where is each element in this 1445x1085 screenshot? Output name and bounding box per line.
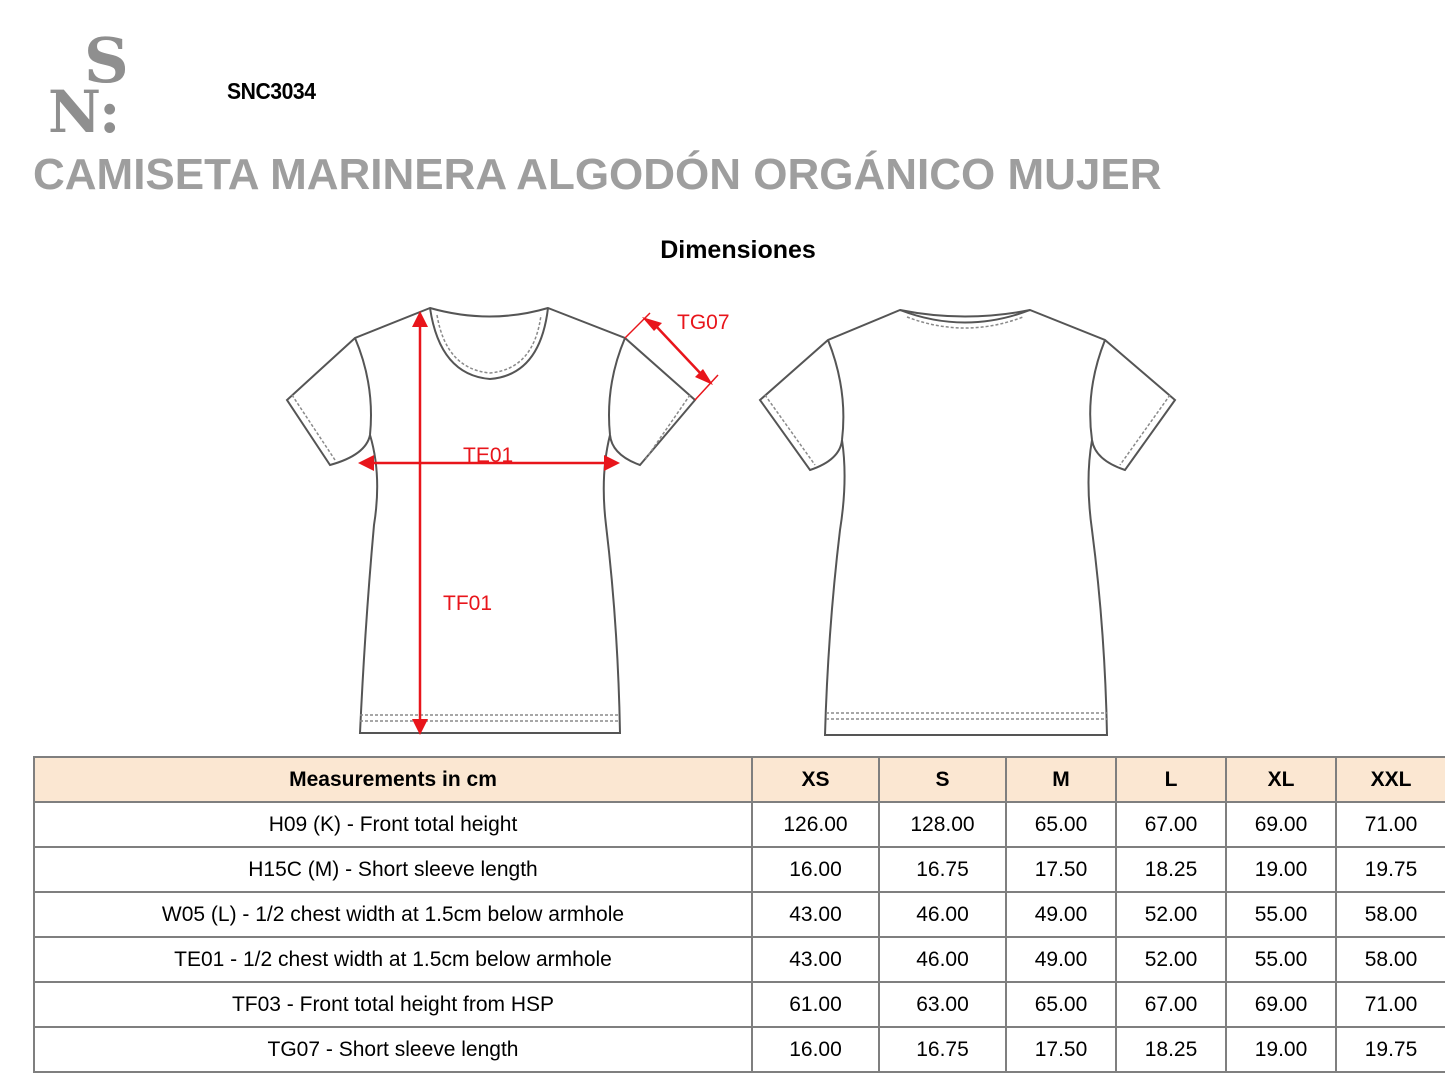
cell-value: 19.75	[1336, 847, 1445, 892]
row-label: TG07 - Short sleeve length	[34, 1027, 752, 1072]
cell-value: 67.00	[1116, 802, 1226, 847]
cell-value: 18.25	[1116, 847, 1226, 892]
row-label: H15C (M) - Short sleeve length	[34, 847, 752, 892]
front-left-armhole	[355, 338, 371, 435]
cell-value: 49.00	[1006, 937, 1116, 982]
row-label: TE01 - 1/2 chest width at 1.5cm below armhole	[34, 937, 752, 982]
table-row	[34, 937, 1445, 982]
cell-value: 67.00	[1116, 982, 1226, 1027]
front-hem-stitch	[360, 715, 620, 721]
cell-value: 46.00	[879, 892, 1006, 937]
cell-value: 69.00	[1226, 802, 1336, 847]
cell-value: 55.00	[1226, 892, 1336, 937]
header-size: S	[879, 757, 1006, 802]
header-size: XS	[752, 757, 879, 802]
cell-value: 43.00	[752, 937, 879, 982]
table-row	[34, 847, 1445, 892]
front-outline	[287, 308, 695, 733]
cell-value: 63.00	[879, 982, 1006, 1027]
back-outline	[760, 310, 1175, 735]
measure-lines	[358, 311, 718, 735]
table-row	[34, 1027, 1445, 1072]
back-left-armhole	[828, 340, 843, 440]
tg07-label: TG07	[677, 311, 730, 334]
back-left-cuff	[765, 395, 815, 465]
back-hem-stitch	[826, 713, 1107, 719]
logo-letter-s: S	[84, 30, 129, 97]
garment-diagram	[270, 295, 1200, 745]
cell-value: 61.00	[752, 982, 879, 1027]
row-label: W05 (L) - 1/2 chest width at 1.5cm below armhole	[34, 892, 752, 937]
cell-value: 58.00	[1336, 937, 1445, 982]
cell-value: 71.00	[1336, 802, 1445, 847]
tg07-tick-top	[625, 313, 650, 338]
back-right-cuff	[1120, 395, 1170, 465]
table-row	[34, 892, 1445, 937]
cell-value: 65.00	[1006, 982, 1116, 1027]
front-view	[287, 308, 695, 733]
cell-value: 17.50	[1006, 847, 1116, 892]
logo-letters-n: N:	[48, 78, 121, 135]
cell-value: 16.00	[752, 847, 879, 892]
cell-value: 17.50	[1006, 1027, 1116, 1072]
table-row	[34, 802, 1445, 847]
brand-logo	[48, 30, 138, 135]
cell-value: 19.75	[1336, 1027, 1445, 1072]
cell-value: 49.00	[1006, 892, 1116, 937]
size-table	[33, 756, 1445, 1073]
header-size: XL	[1226, 757, 1336, 802]
te01-arrow-right	[604, 455, 620, 471]
header-measurements: Measurements in cm	[34, 757, 752, 802]
cell-value: 52.00	[1116, 892, 1226, 937]
cell-value: 69.00	[1226, 982, 1336, 1027]
cell-value: 65.00	[1006, 802, 1116, 847]
cell-value: 16.00	[752, 1027, 879, 1072]
cell-value: 19.00	[1226, 1027, 1336, 1072]
cell-value: 71.00	[1336, 982, 1445, 1027]
cell-value: 18.25	[1116, 1027, 1226, 1072]
tf01-label: TF01	[443, 592, 493, 615]
header-size: M	[1006, 757, 1116, 802]
te01-label: TE01	[463, 444, 514, 467]
table-row	[34, 982, 1445, 1027]
cell-value: 46.00	[879, 937, 1006, 982]
back-view	[760, 310, 1175, 735]
te01-arrow-left	[358, 455, 374, 471]
cell-value: 128.00	[879, 802, 1006, 847]
cell-value: 52.00	[1116, 937, 1226, 982]
front-neckline	[430, 308, 548, 379]
front-right-armhole	[609, 338, 625, 435]
cell-value: 126.00	[752, 802, 879, 847]
cell-value: 58.00	[1336, 892, 1445, 937]
cell-value: 43.00	[752, 892, 879, 937]
table-header-row	[34, 757, 1445, 802]
row-label: H09 (K) - Front total height	[34, 802, 752, 847]
cell-value: 16.75	[879, 847, 1006, 892]
page-title: CAMISETA MARINERA ALGODÓN ORGÁNICO MUJER	[33, 150, 1162, 199]
front-right-cuff	[645, 395, 690, 460]
cell-value: 19.00	[1226, 847, 1336, 892]
header-size: L	[1116, 757, 1226, 802]
back-right-armhole	[1090, 340, 1105, 440]
row-label: TF03 - Front total height from HSP	[34, 982, 752, 1027]
header-size: XXL	[1336, 757, 1445, 802]
front-left-cuff	[292, 395, 335, 460]
section-subtitle: Dimensiones	[660, 236, 816, 264]
cell-value: 16.75	[879, 1027, 1006, 1072]
cell-value: 55.00	[1226, 937, 1336, 982]
product-code: SNC3034	[227, 78, 316, 104]
